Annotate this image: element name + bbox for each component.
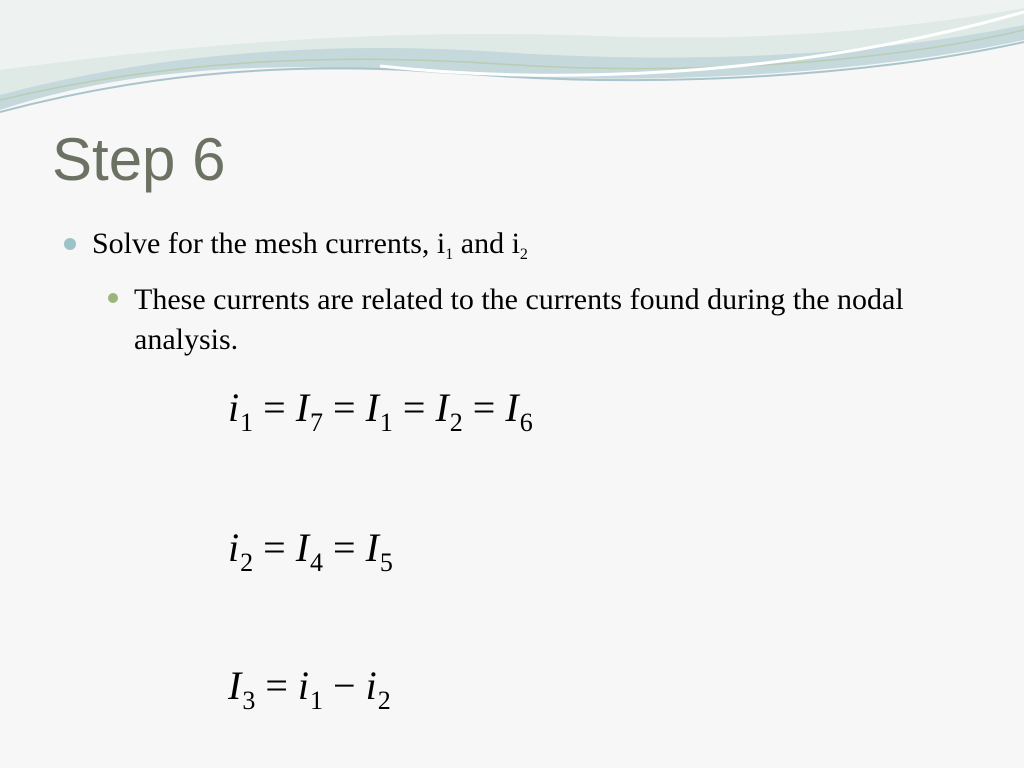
equation-variable: I: [228, 663, 242, 708]
equation-subscript: 2: [449, 408, 463, 437]
equation-variable: I: [365, 525, 379, 570]
equation-subscript: 1: [310, 686, 324, 715]
bullet-1-text-middle: and i: [453, 227, 520, 260]
equation-variable: i: [228, 385, 240, 430]
equation-variable: I: [505, 385, 519, 430]
equation-operator: −: [333, 663, 356, 708]
bullet-dot-icon: [64, 238, 76, 250]
equation-variable: I: [295, 385, 310, 430]
equation-subscript: 5: [379, 548, 393, 577]
slide-title: Step 6: [52, 126, 226, 193]
equation-subscript: 2: [240, 548, 254, 577]
equation-operator: =: [263, 385, 286, 430]
equation-subscript: 2: [377, 686, 391, 715]
bullet-1-sub-1: 1: [445, 246, 454, 263]
equation-variable: I: [435, 385, 449, 430]
sub-bullet-1-text: These currents are related to the currents found during the nodal analysis.: [134, 283, 904, 356]
equation-operator: =: [333, 525, 356, 570]
equation-variable: I: [295, 525, 310, 570]
equation-variable: i: [365, 663, 377, 708]
header-wave-decoration: [0, 0, 1024, 130]
sub-bullet-dot-icon: [108, 293, 118, 303]
equation-variable: i: [297, 663, 310, 708]
equation-subscript: 6: [519, 408, 533, 437]
equation-operator: =: [263, 525, 286, 570]
equation-subscript: 1: [379, 408, 393, 437]
equation-operator: =: [472, 385, 496, 430]
equation-operator: =: [333, 385, 356, 430]
equation-1: [228, 385, 533, 437]
equation-2: [228, 525, 393, 577]
equation-3: [228, 663, 391, 715]
equation-variable: I: [365, 385, 379, 430]
bullet-1-text-start: Solve for the mesh currents, i: [92, 227, 446, 260]
equation-subscript: 3: [242, 686, 256, 715]
bullet-1: [64, 226, 528, 262]
equation-subscript: 7: [310, 408, 324, 437]
equation-subscript: 1: [240, 408, 254, 437]
equation-operator: =: [265, 663, 288, 708]
bullet-1-sub-2: 2: [519, 246, 528, 263]
equation-variable: i: [228, 525, 240, 570]
equation-subscript: 4: [310, 548, 324, 577]
equation-operator: =: [402, 385, 426, 430]
sub-bullet-1: [108, 280, 968, 360]
bullet-1-text: [92, 226, 528, 262]
